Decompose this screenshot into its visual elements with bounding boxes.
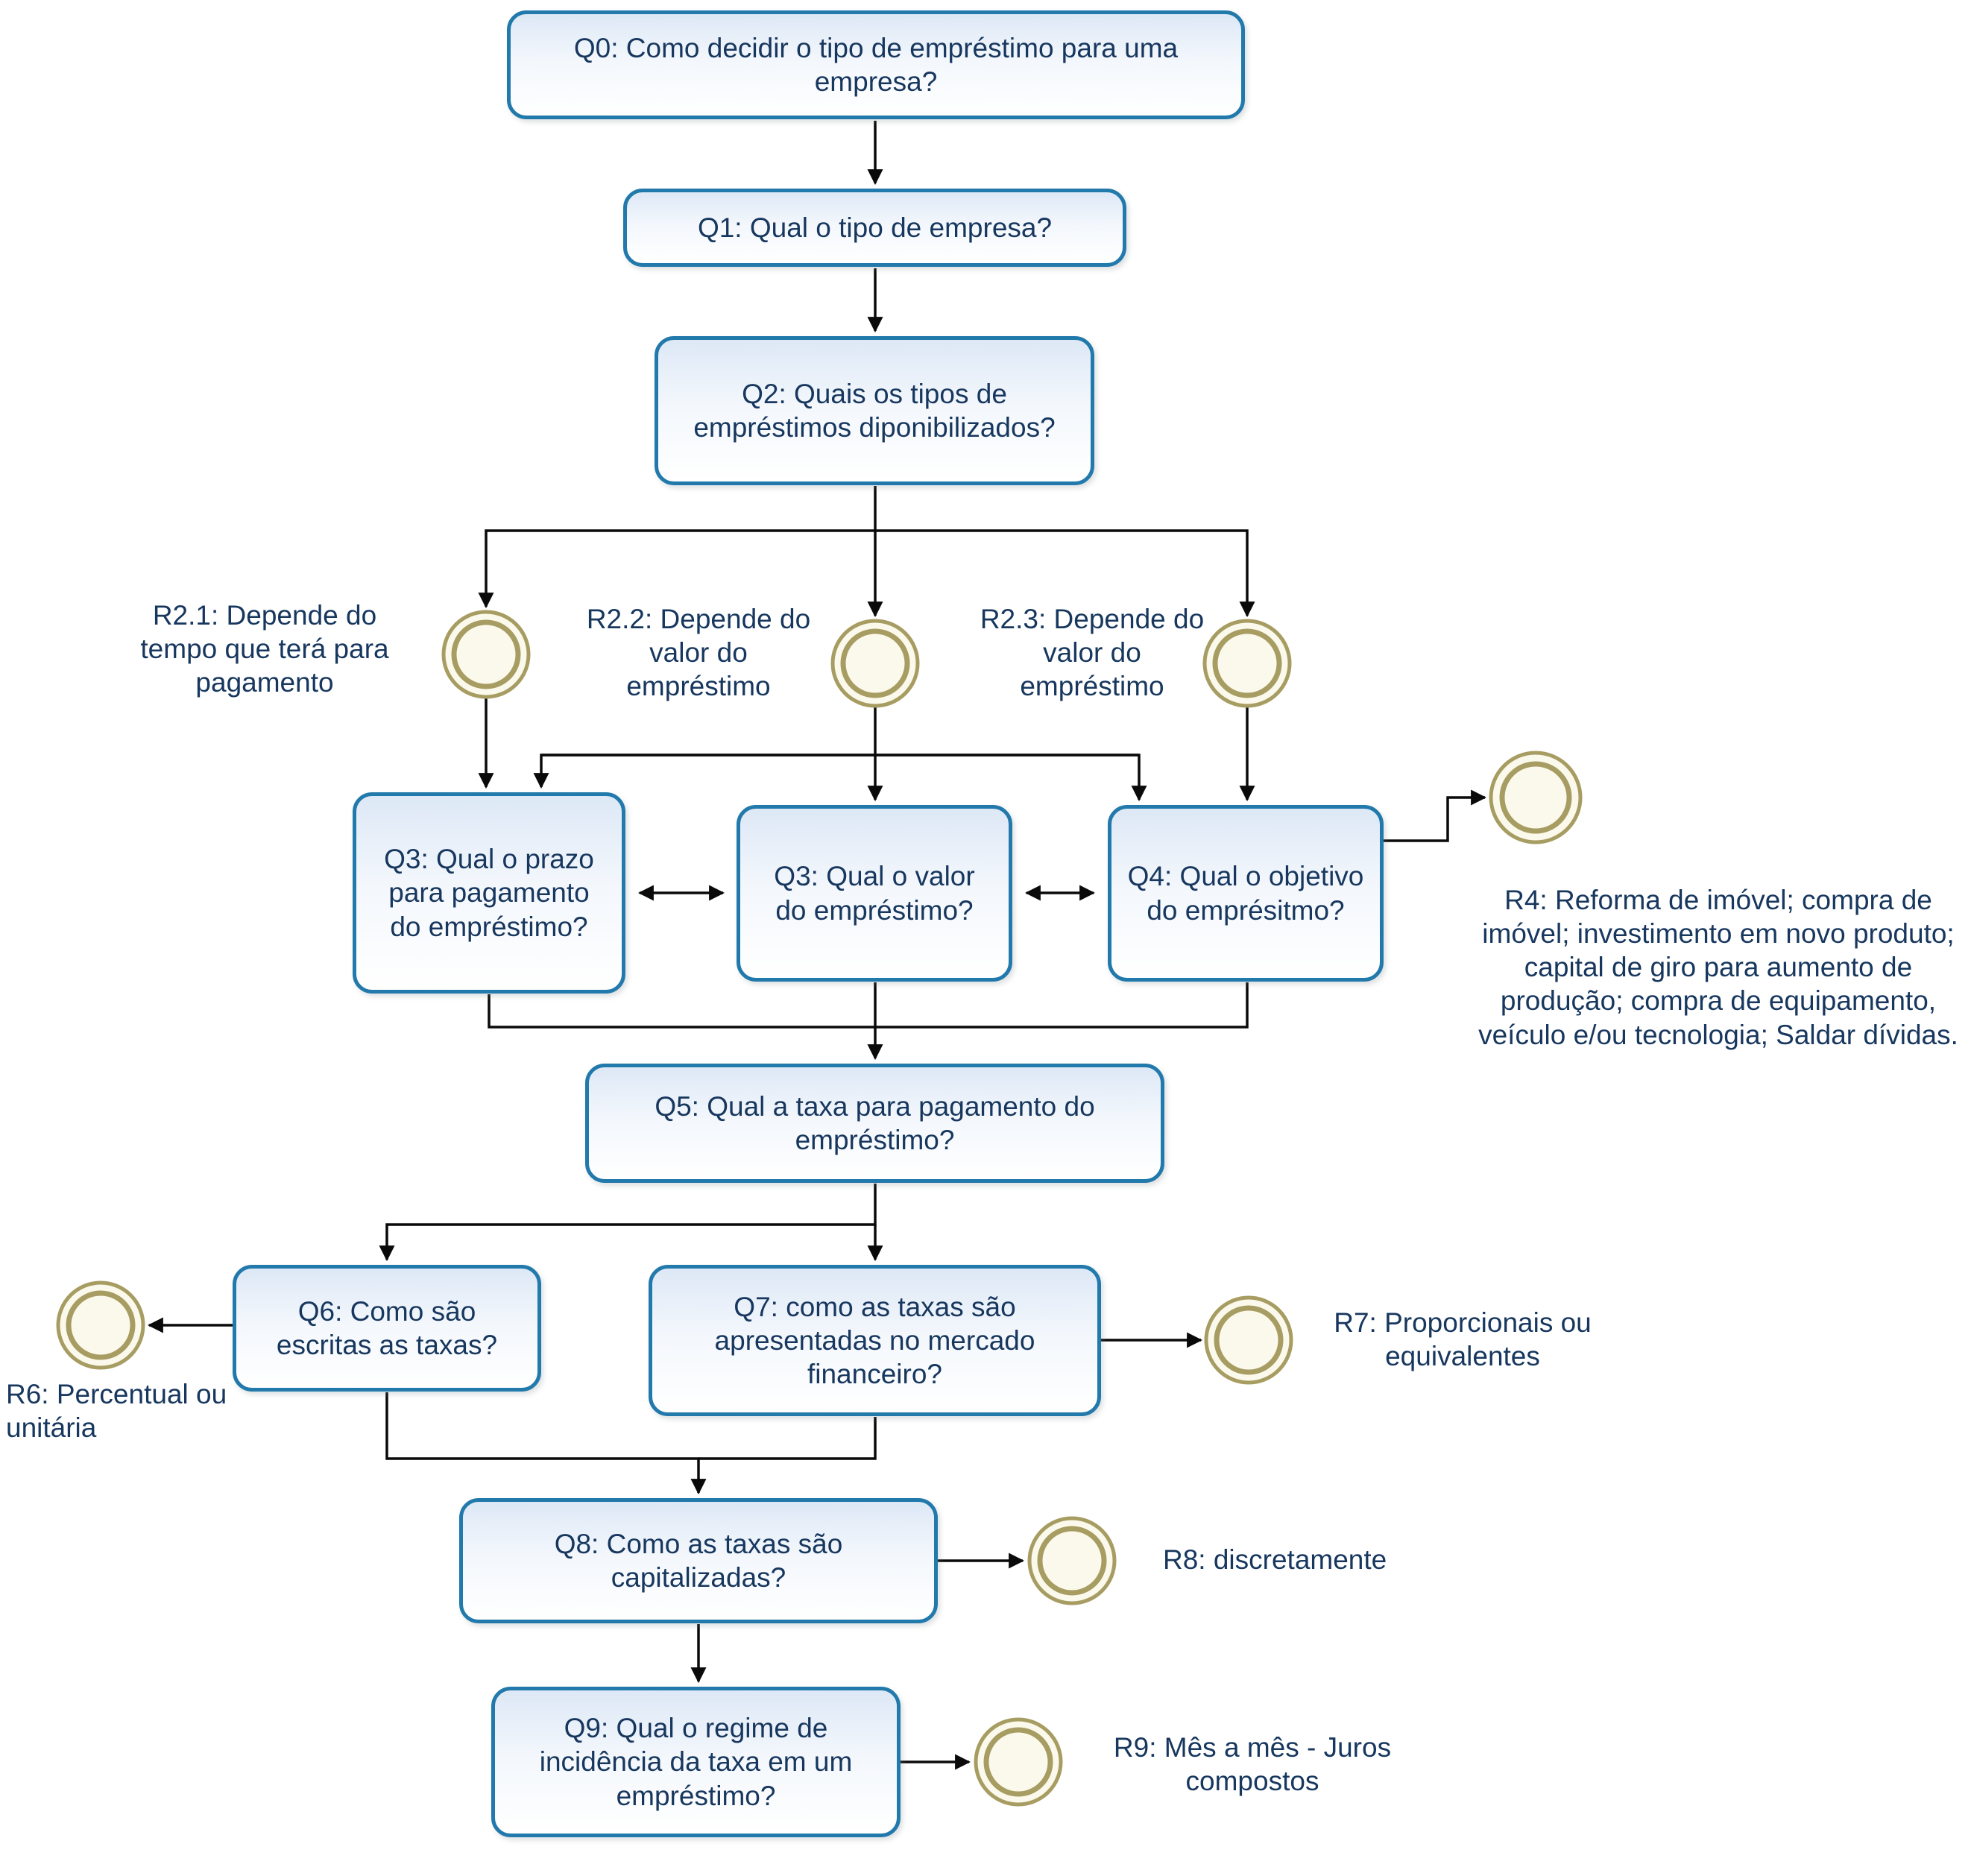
event-r6-icon bbox=[58, 1283, 143, 1368]
node-q1: Q1: Qual o tipo de empresa? bbox=[623, 189, 1126, 267]
node-q3-prazo: Q3: Qual o prazo para pagamento do empréstimo? bbox=[353, 792, 625, 994]
connector-q4-join bbox=[875, 982, 1247, 1027]
event-r2-2-icon bbox=[833, 621, 918, 706]
connector-q7-merge bbox=[698, 1417, 875, 1459]
label-r9: R9: Mês a mês - Juros compostos bbox=[1113, 1732, 1392, 1797]
connector-q3a-join bbox=[489, 994, 875, 1027]
node-q4: Q4: Qual o objetivo do emprésitmo? bbox=[1108, 805, 1384, 982]
node-q3-valor: Q3: Qual o valor do empréstimo? bbox=[737, 805, 1012, 982]
connector-q2-r2-1 bbox=[486, 531, 875, 607]
connector-rail-left bbox=[541, 755, 1139, 787]
event-r2-1-icon bbox=[444, 612, 529, 697]
node-q0: Q0: Como decidir o tipo de empréstimo para uma empresa? bbox=[507, 10, 1245, 119]
node-q6: Q6: Como são escritas as taxas? bbox=[233, 1265, 541, 1392]
event-r8-icon bbox=[1029, 1518, 1114, 1603]
label-r2-1: R2.1: Depende do tempo que terá para pagamento bbox=[140, 600, 389, 698]
node-q9: Q9: Qual o regime de incidência da taxa em um empréstimo? bbox=[491, 1687, 901, 1837]
label-r7: R7: Proporcionais ou equivalentes bbox=[1334, 1307, 1592, 1372]
event-r4-icon bbox=[1491, 753, 1580, 842]
connector-q4-r4 bbox=[1384, 798, 1485, 841]
event-r2-3-icon bbox=[1205, 621, 1290, 706]
connector-rail-right bbox=[541, 755, 1139, 800]
label-r2-3: R2.3: Depende do valor do empréstimo bbox=[980, 604, 1205, 702]
connector-q5-q6 bbox=[387, 1184, 875, 1260]
label-r6: R6: Percentual ou unitária bbox=[6, 1379, 227, 1444]
event-r9-icon bbox=[976, 1719, 1061, 1804]
node-q8: Q8: Como as taxas são capitalizadas? bbox=[459, 1498, 938, 1623]
label-r4: R4: Reforma de imóvel; compra de imóvel; investimento em novo produto; capital de giro para aumento de produção; compra de equipamento, veículo e/ou tecnologia; Saldar dívidas. bbox=[1478, 885, 1958, 1050]
label-r8: R8: discretamente bbox=[1163, 1544, 1387, 1575]
node-q7: Q7: como as taxas são apresentadas no mercado financeiro? bbox=[649, 1265, 1101, 1416]
event-r7-icon bbox=[1206, 1298, 1291, 1383]
label-r2-2: R2.2: Depende do valor do empréstimo bbox=[586, 604, 811, 702]
node-q2: Q2: Quais os tipos de empréstimos diponibilizados? bbox=[655, 336, 1094, 485]
node-q5: Q5: Qual a taxa para pagamento do empréstimo? bbox=[585, 1064, 1164, 1183]
